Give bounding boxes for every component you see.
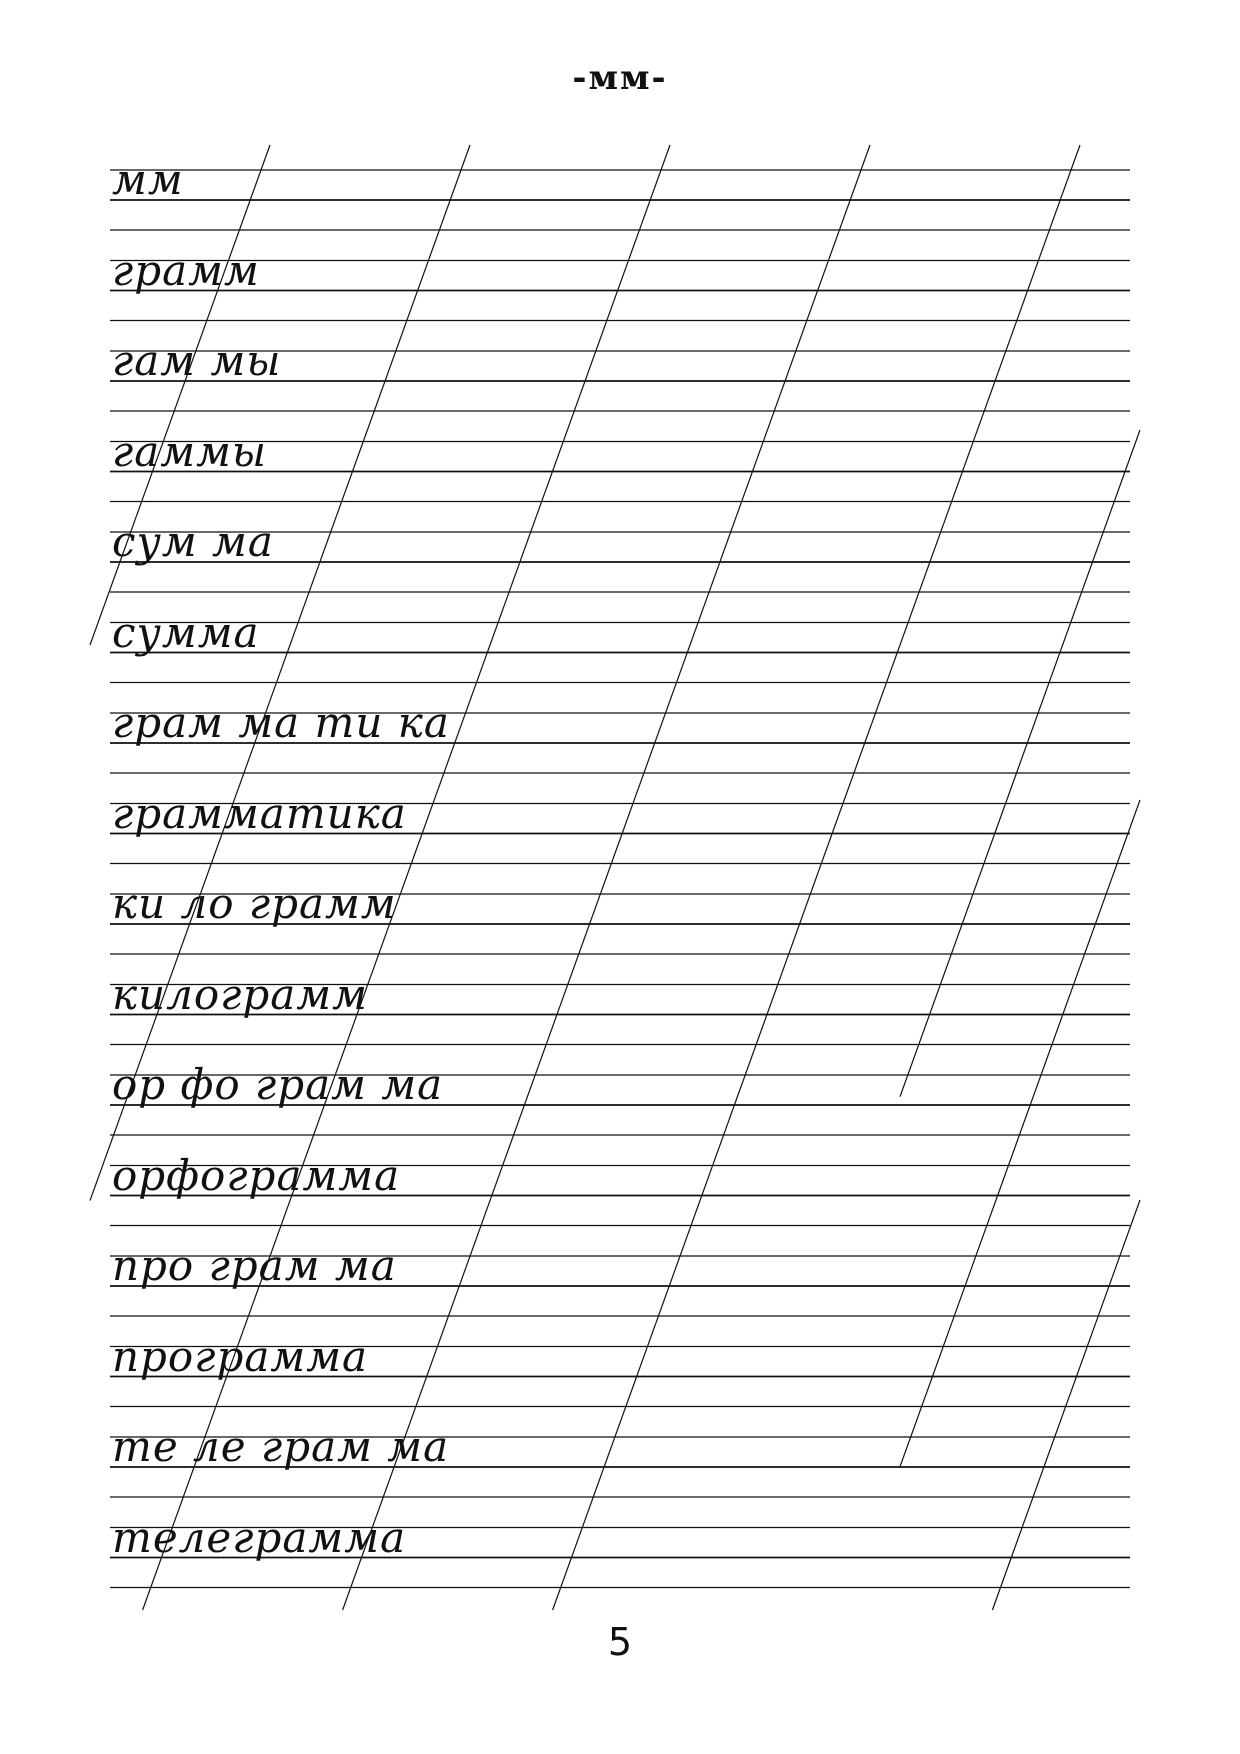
handwriting-sample: гаммы xyxy=(112,426,268,476)
handwriting-sample: ки ло грамм xyxy=(112,879,397,928)
handwriting-sample: про грам ма xyxy=(112,1241,397,1290)
slant-guide-line xyxy=(90,145,470,1201)
slant-guide-line xyxy=(992,1200,1140,1610)
handwriting-sample: орфограмма xyxy=(112,1150,401,1200)
handwriting-sample: грамматика xyxy=(112,788,407,838)
page-title: -мм- xyxy=(572,58,668,98)
handwriting-sample: сумма xyxy=(112,607,260,657)
handwriting-sample: сум ма xyxy=(112,517,274,566)
page-number: 5 xyxy=(607,1620,633,1664)
handwriting-sample: те ле грам ма xyxy=(112,1422,450,1471)
handwriting-sample: килограмм xyxy=(112,969,368,1019)
slant-guide-line xyxy=(90,145,270,645)
slant-guide-line xyxy=(900,800,1140,1467)
handwriting-sample: ор фо грам ма xyxy=(112,1060,444,1109)
handwriting-sample: телеграмма xyxy=(112,1512,407,1562)
handwriting-sample: гам мы xyxy=(112,336,282,385)
slant-guide-line xyxy=(553,145,1080,1610)
handwriting-sample: мм xyxy=(112,155,184,204)
handwriting-sample: грамм xyxy=(112,245,260,295)
handwriting-sample: грам ма ти ка xyxy=(112,698,450,747)
handwriting-sample: программа xyxy=(112,1331,369,1381)
slant-guide-line xyxy=(900,430,1140,1097)
slant-guide-line xyxy=(343,145,870,1610)
